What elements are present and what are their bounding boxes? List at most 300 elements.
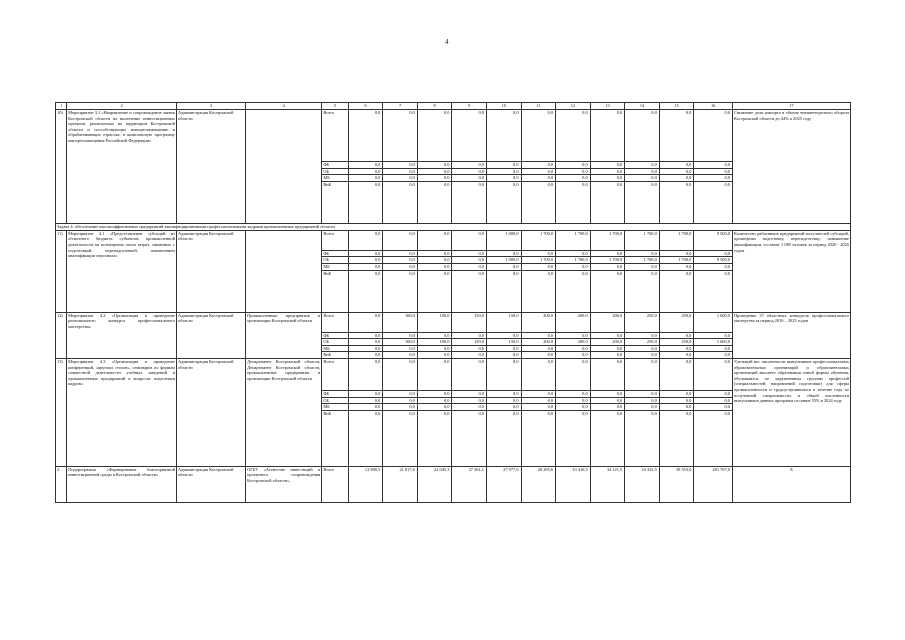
- funding-value: 0,0: [556, 397, 591, 404]
- funding-value: 0,0: [521, 270, 556, 312]
- funding-value: 0,0: [556, 352, 591, 359]
- column-number: 2: [67, 103, 177, 110]
- funding-value: 0,0: [452, 404, 487, 411]
- funding-value: 250,0: [625, 339, 660, 346]
- funding-value: 0,0: [694, 397, 733, 404]
- funding-value: 0,0: [556, 410, 591, 466]
- funding-value: 200,0: [556, 312, 591, 332]
- funding-value: 0,0: [452, 410, 487, 466]
- funding-value: 0,0: [521, 390, 556, 397]
- funding-value: 0,0: [348, 404, 383, 411]
- funding-value: 0,0: [694, 390, 733, 397]
- funding-value: 0,0: [383, 410, 418, 466]
- expected-result: X: [732, 466, 850, 502]
- funding-value: 0,0: [521, 162, 556, 169]
- funding-value: 0,0: [452, 175, 487, 182]
- funding-value: 0,0: [590, 352, 625, 359]
- funding-value: 0,0: [521, 404, 556, 411]
- funding-value: 0,0: [659, 175, 694, 182]
- funding-value: 0,0: [694, 168, 733, 175]
- funding-value: 0,0: [590, 181, 625, 223]
- funding-value: 0,0: [659, 390, 694, 397]
- funding-value: 100,0: [383, 312, 418, 332]
- funding-value: 0,0: [417, 404, 452, 411]
- funding-value: 0,0: [348, 332, 383, 339]
- funding-value: 0,0: [625, 397, 660, 404]
- funding-value: 0,0: [486, 250, 521, 257]
- funding-value: 0,0: [556, 168, 591, 175]
- funding-value: 100,0: [417, 339, 452, 346]
- task-title: Задача 4: обеспечение высокоэффективных предприятий квалифицированными профессиональными кадрами промышленных предприятий области: [56, 223, 851, 230]
- table-row: [56, 358, 851, 390]
- funding-value: 0,0: [590, 175, 625, 182]
- funding-value: 0,0: [521, 352, 556, 359]
- funding-value: 0,0: [383, 270, 418, 312]
- funding-value: 0,0: [556, 332, 591, 339]
- funding-value: 0,0: [348, 168, 383, 175]
- funding-value: 0,0: [659, 358, 694, 390]
- funding-value: 150,0: [452, 312, 487, 332]
- funding-value: 0,0: [452, 352, 487, 359]
- funding-value: 1 700,0: [556, 257, 591, 264]
- funding-value: 150,0: [452, 339, 487, 346]
- funding-value: 1 700,0: [556, 230, 591, 250]
- executor: Администрация Костромской области: [176, 230, 245, 312]
- funding-value: 33 416,5: [556, 466, 591, 502]
- funding-value: 0,0: [556, 270, 591, 312]
- funding-value: 0,0: [556, 263, 591, 270]
- funding-source: ВнБ: [322, 181, 348, 223]
- column-number: 8: [417, 103, 452, 110]
- funding-value: 0,0: [694, 162, 733, 169]
- funding-value: 0,0: [383, 404, 418, 411]
- funding-value: 0,0: [625, 410, 660, 466]
- funding-value: 0,0: [521, 410, 556, 466]
- funding-value: 0,0: [348, 270, 383, 312]
- funding-value: 27 977,6: [486, 466, 521, 502]
- funding-value: 28 285,6: [521, 466, 556, 502]
- funding-value: 0,0: [452, 162, 487, 169]
- funding-value: 0,0: [556, 175, 591, 182]
- funding-value: 0,0: [659, 263, 694, 270]
- funding-value: 1 600,0: [694, 312, 733, 332]
- funding-value: 0,0: [417, 358, 452, 390]
- funding-value: 0,0: [590, 345, 625, 352]
- funding-value: 0,0: [521, 168, 556, 175]
- table-row: [56, 230, 851, 250]
- funding-value: 0,0: [521, 110, 556, 162]
- funding-value: 250,0: [659, 312, 694, 332]
- funding-value: 200,0: [521, 312, 556, 332]
- executor: Администрация Костромской области: [176, 312, 245, 358]
- column-number: 12: [556, 103, 591, 110]
- funding-value: 1 700,0: [659, 257, 694, 264]
- funding-value: 0,0: [348, 263, 383, 270]
- funding-value: 0,0: [383, 110, 418, 162]
- funding-value: 0,0: [348, 339, 383, 346]
- funding-value: 0,0: [486, 397, 521, 404]
- funding-value: 0,0: [383, 257, 418, 264]
- funding-value: 0,0: [521, 263, 556, 270]
- funding-value: 0,0: [590, 162, 625, 169]
- funding-value: 0,0: [659, 270, 694, 312]
- column-number-row: [56, 103, 851, 110]
- funding-value: 0,0: [348, 230, 383, 250]
- funding-source: ОБ: [322, 397, 348, 404]
- funding-value: 0,0: [521, 358, 556, 390]
- funding-value: 0,0: [521, 345, 556, 352]
- funding-source: Всего: [322, 230, 348, 250]
- task-row: [56, 223, 851, 230]
- funding-value: 0,0: [452, 181, 487, 223]
- participants: Департамент Костромской области, Департамент Костромской области, промышленные предприятия и организации Костромской области: [246, 358, 322, 466]
- funding-value: 0,0: [659, 250, 694, 257]
- funding-source: ФБ: [322, 390, 348, 397]
- funding-source: МБ: [322, 175, 348, 182]
- funding-value: 0,0: [452, 397, 487, 404]
- funding-source: ФБ: [322, 162, 348, 169]
- funding-value: 0,0: [659, 168, 694, 175]
- funding-source: МБ: [322, 345, 348, 352]
- table-body: [56, 103, 851, 503]
- column-number: 4: [246, 103, 322, 110]
- funding-source: ФБ: [322, 332, 348, 339]
- funding-value: 0,0: [521, 332, 556, 339]
- funding-value: 9 500,0: [694, 257, 733, 264]
- funding-value: 0,0: [486, 270, 521, 312]
- event-name: Мероприятие 4.3 «Организация и проведение конференций, «круглых столов», семинаров по формам совместной деятельности учебных заведений и промышленных предприятий в вопросах подготовки кадров»: [67, 358, 177, 466]
- funding-source: Всего: [322, 358, 348, 390]
- funding-value: 34 333,5: [625, 466, 660, 502]
- funding-value: 0,0: [348, 162, 383, 169]
- funding-value: 100,0: [383, 339, 418, 346]
- funding-value: 0,0: [521, 181, 556, 223]
- funding-value: 0,0: [417, 410, 452, 466]
- funding-value: 0,0: [625, 250, 660, 257]
- funding-value: 0,0: [590, 270, 625, 312]
- funding-value: 1 700,0: [625, 230, 660, 250]
- funding-value: 1 700,0: [521, 257, 556, 264]
- funding-value: 0,0: [417, 250, 452, 257]
- funding-value: 0,0: [452, 250, 487, 257]
- funding-value: 0,0: [694, 110, 733, 162]
- funding-value: 0,0: [417, 332, 452, 339]
- column-number: 10: [486, 103, 521, 110]
- funding-value: 200,0: [590, 339, 625, 346]
- column-number: 11: [521, 103, 556, 110]
- funding-value: 0,0: [348, 352, 383, 359]
- funding-value: 0,0: [452, 358, 487, 390]
- executor: Администрация Костромской области: [176, 110, 245, 224]
- funding-value: 1 700,0: [625, 257, 660, 264]
- funding-value: 0,0: [556, 110, 591, 162]
- funding-value: 0,0: [348, 257, 383, 264]
- funding-value: 0,0: [590, 404, 625, 411]
- funding-value: 0,0: [452, 168, 487, 175]
- funding-value: 0,0: [694, 270, 733, 312]
- column-number: 7: [383, 103, 418, 110]
- funding-value: 1 000,0: [486, 230, 521, 250]
- page-number: 4: [445, 38, 449, 46]
- funding-value: 0,0: [521, 397, 556, 404]
- funding-value: 21 817,6: [383, 466, 418, 502]
- funding-value: 0,0: [383, 230, 418, 250]
- funding-value: 0,0: [452, 270, 487, 312]
- funding-value: 0,0: [556, 390, 591, 397]
- funding-value: 0,0: [486, 181, 521, 223]
- funding-value: 0,0: [348, 181, 383, 223]
- funding-value: 0,0: [417, 263, 452, 270]
- funding-source: ФБ: [322, 250, 348, 257]
- row-number: 11): [56, 230, 67, 312]
- funding-value: 0,0: [659, 397, 694, 404]
- column-number: 13: [590, 103, 625, 110]
- column-number: 6: [348, 103, 383, 110]
- funding-value: 0,0: [590, 250, 625, 257]
- funding-value: 0,0: [417, 397, 452, 404]
- funding-value: 1 700,0: [659, 230, 694, 250]
- funding-value: 250,0: [625, 312, 660, 332]
- funding-value: 0,0: [383, 345, 418, 352]
- funding-value: 0,0: [348, 358, 383, 390]
- funding-value: 0,0: [417, 181, 452, 223]
- funding-value: 12 890,3: [348, 466, 383, 502]
- funding-value: 0,0: [486, 345, 521, 352]
- funding-value: 0,0: [486, 168, 521, 175]
- funding-value: 0,0: [556, 358, 591, 390]
- column-number: 16: [694, 103, 733, 110]
- row-number: 2.: [56, 466, 67, 502]
- funding-value: 0,0: [521, 250, 556, 257]
- funding-value: 0,0: [625, 270, 660, 312]
- funding-value: 0,0: [694, 358, 733, 390]
- funding-value: 0,0: [659, 352, 694, 359]
- column-number: 3: [176, 103, 245, 110]
- event-name: Мероприятие 3.1 «Направление и сопровождение заявок Костромской области на включение инвестиционных проектов, реализуемых на территории Костромской области и способствующих импортозамещению в обрабатывающих отраслях, в комплексную программу импортозамещения Российской Федерации»: [67, 110, 177, 224]
- funding-value: 0,0: [694, 404, 733, 411]
- funding-value: 0,0: [417, 110, 452, 162]
- program-table: [55, 102, 851, 503]
- row-number: 12): [56, 312, 67, 358]
- funding-value: 150,0: [486, 312, 521, 332]
- expected-result: Количество работников предприятий-получателей субсидий, прошедших подготовку, переподготовку, повышение квалификации, составит 1 085 человек за период 2020 - 2025 годов: [732, 230, 850, 312]
- funding-value: 0,0: [625, 263, 660, 270]
- participants: ОГБУ «Агентство инвестиций и проектного сопровождения Костромской области»,: [246, 466, 322, 502]
- funding-value: 0,0: [625, 181, 660, 223]
- funding-value: 0,0: [659, 410, 694, 466]
- executor: Администрация Костромской области: [176, 358, 245, 466]
- funding-value: 200,0: [521, 339, 556, 346]
- funding-value: 1 700,0: [521, 230, 556, 250]
- table-row: [56, 466, 851, 502]
- expected-result: Удельный вес численности выпускников профессиональных образовательных организаций и образовательных организаций высшего образования очной формы обучения, обучавшихся по укрупненным группам профессий (специальностей, направлений подготовки) для сферы промышленности и трудоустроившихся в течение года по полученной специальности, в общей численности выпускников данных программ составит 55% в 2024 году: [732, 358, 850, 466]
- funding-value: 0,0: [625, 358, 660, 390]
- funding-value: 0,0: [452, 257, 487, 264]
- funding-value: 1 000,0: [486, 257, 521, 264]
- funding-source: МБ: [322, 404, 348, 411]
- funding-source: ВнБ: [322, 352, 348, 359]
- funding-value: 0,0: [383, 352, 418, 359]
- funding-value: 0,0: [383, 250, 418, 257]
- funding-value: 0,0: [348, 390, 383, 397]
- funding-value: 0,0: [694, 410, 733, 466]
- column-number: 14: [625, 103, 660, 110]
- funding-value: 0,0: [348, 397, 383, 404]
- row-number: 13): [56, 358, 67, 466]
- funding-value: 0,0: [590, 263, 625, 270]
- column-number: 15: [659, 103, 694, 110]
- funding-source: ОБ: [322, 257, 348, 264]
- funding-source: Всего: [322, 110, 348, 162]
- participants: Промышленные предприятия и организации Костромской области: [246, 312, 322, 358]
- executor: Администрация Костромской области: [176, 466, 245, 502]
- funding-value: 0,0: [417, 257, 452, 264]
- funding-value: 34 121,5: [590, 466, 625, 502]
- funding-value: 39 553,0: [659, 466, 694, 502]
- funding-value: 0,0: [486, 390, 521, 397]
- funding-value: 0,0: [452, 263, 487, 270]
- funding-value: 200,0: [590, 312, 625, 332]
- row-number: 10): [56, 110, 67, 224]
- funding-value: 0,0: [556, 404, 591, 411]
- funding-value: 0,0: [383, 358, 418, 390]
- funding-value: 0,0: [486, 162, 521, 169]
- funding-value: 27 261,1: [452, 466, 487, 502]
- funding-value: 0,0: [625, 110, 660, 162]
- funding-value: 0,0: [383, 390, 418, 397]
- funding-value: 0,0: [556, 345, 591, 352]
- funding-value: 0,0: [417, 162, 452, 169]
- funding-value: 0,0: [452, 230, 487, 250]
- funding-value: 0,0: [383, 181, 418, 223]
- funding-source: ОБ: [322, 168, 348, 175]
- funding-value: 0,0: [694, 345, 733, 352]
- funding-value: 0,0: [417, 352, 452, 359]
- funding-value: 0,0: [590, 358, 625, 390]
- funding-value: 0,0: [452, 390, 487, 397]
- funding-value: 0,0: [556, 162, 591, 169]
- funding-value: 0,0: [348, 312, 383, 332]
- event-name: Мероприятие 4.2 «Организация и проведение регионального конкурса профессионального мастерства»: [67, 312, 177, 358]
- funding-value: 0,0: [348, 110, 383, 162]
- funding-value: 0,0: [659, 332, 694, 339]
- event-name: Мероприятие 4.1 «Предоставление субсидий из областного бюджета субъектам промышленной деятельности на возмещение части затрат, связанных с подготовкой, переподготовкой, повышением квалификации персонала»: [67, 230, 177, 312]
- funding-value: 0,0: [659, 162, 694, 169]
- funding-value: 0,0: [590, 410, 625, 466]
- funding-value: 0,0: [486, 410, 521, 466]
- funding-value: 0,0: [556, 250, 591, 257]
- expected-result: Проведение 37 областных конкурсов профессионального мастерства за период 2016 – 2025 годов: [732, 312, 850, 358]
- funding-source: Всего: [322, 466, 348, 502]
- funding-value: 0,0: [417, 230, 452, 250]
- funding-value: 0,0: [486, 404, 521, 411]
- funding-value: 0,0: [625, 168, 660, 175]
- funding-value: 0,0: [659, 181, 694, 223]
- funding-value: 0,0: [452, 110, 487, 162]
- funding-value: 0,0: [417, 345, 452, 352]
- funding-value: 0,0: [590, 110, 625, 162]
- funding-value: 0,0: [590, 390, 625, 397]
- funding-value: 0,0: [590, 332, 625, 339]
- funding-source: Всего: [322, 312, 348, 332]
- funding-value: 0,0: [383, 332, 418, 339]
- funding-value: 0,0: [521, 175, 556, 182]
- funding-value: 0,0: [694, 352, 733, 359]
- funding-value: 0,0: [348, 410, 383, 466]
- column-number: 17: [732, 103, 850, 110]
- funding-value: 0,0: [348, 345, 383, 352]
- funding-value: 1 700,0: [590, 230, 625, 250]
- funding-value: 0,0: [659, 110, 694, 162]
- funding-value: 281 707,0: [694, 466, 733, 502]
- funding-value: 1 600,0: [694, 339, 733, 346]
- funding-value: 0,0: [348, 175, 383, 182]
- funding-value: 0,0: [417, 175, 452, 182]
- funding-value: 200,0: [556, 339, 591, 346]
- event-name: Подпрограмма «Формирование благоприятной инвестиционной среды в Костромской области»: [67, 466, 177, 502]
- column-number: 1: [56, 103, 67, 110]
- funding-value: 22 045,3: [417, 466, 452, 502]
- funding-value: 0,0: [590, 168, 625, 175]
- funding-value: 0,0: [694, 175, 733, 182]
- funding-source: ОБ: [322, 339, 348, 346]
- expected-result: Снижение доли импорта в объеме внешнеторгового оборота Костромской области до 44% к 2025 году: [732, 110, 850, 224]
- funding-value: 1 700,0: [590, 257, 625, 264]
- funding-value: 0,0: [556, 181, 591, 223]
- column-number: 5: [322, 103, 348, 110]
- funding-value: 0,0: [383, 162, 418, 169]
- table-row: [56, 110, 851, 162]
- funding-value: 0,0: [625, 162, 660, 169]
- funding-value: 0,0: [417, 168, 452, 175]
- funding-value: 0,0: [659, 345, 694, 352]
- funding-value: 0,0: [486, 358, 521, 390]
- column-number: 9: [452, 103, 487, 110]
- funding-value: 100,0: [417, 312, 452, 332]
- funding-value: 0,0: [694, 332, 733, 339]
- funding-value: 0,0: [625, 175, 660, 182]
- funding-value: 0,0: [625, 404, 660, 411]
- funding-value: 0,0: [417, 270, 452, 312]
- table-row: [56, 312, 851, 332]
- funding-value: 0,0: [694, 181, 733, 223]
- funding-value: 0,0: [348, 250, 383, 257]
- funding-value: 0,0: [694, 250, 733, 257]
- funding-value: 0,0: [383, 175, 418, 182]
- funding-source: МБ: [322, 263, 348, 270]
- funding-value: 0,0: [486, 110, 521, 162]
- funding-value: 0,0: [590, 397, 625, 404]
- funding-value: 0,0: [383, 263, 418, 270]
- funding-value: 0,0: [659, 404, 694, 411]
- funding-value: 0,0: [625, 345, 660, 352]
- participants: [246, 230, 322, 312]
- funding-value: 0,0: [625, 352, 660, 359]
- funding-value: 0,0: [625, 390, 660, 397]
- funding-value: 0,0: [625, 332, 660, 339]
- funding-value: 0,0: [452, 345, 487, 352]
- funding-value: 0,0: [486, 263, 521, 270]
- funding-value: 0,0: [383, 168, 418, 175]
- funding-source: ВнБ: [322, 410, 348, 466]
- funding-value: 0,0: [383, 397, 418, 404]
- funding-value: 0,0: [452, 332, 487, 339]
- funding-value: 9 500,0: [694, 230, 733, 250]
- participants: [246, 110, 322, 224]
- funding-value: 0,0: [486, 352, 521, 359]
- funding-value: 250,0: [659, 339, 694, 346]
- funding-value: 0,0: [486, 175, 521, 182]
